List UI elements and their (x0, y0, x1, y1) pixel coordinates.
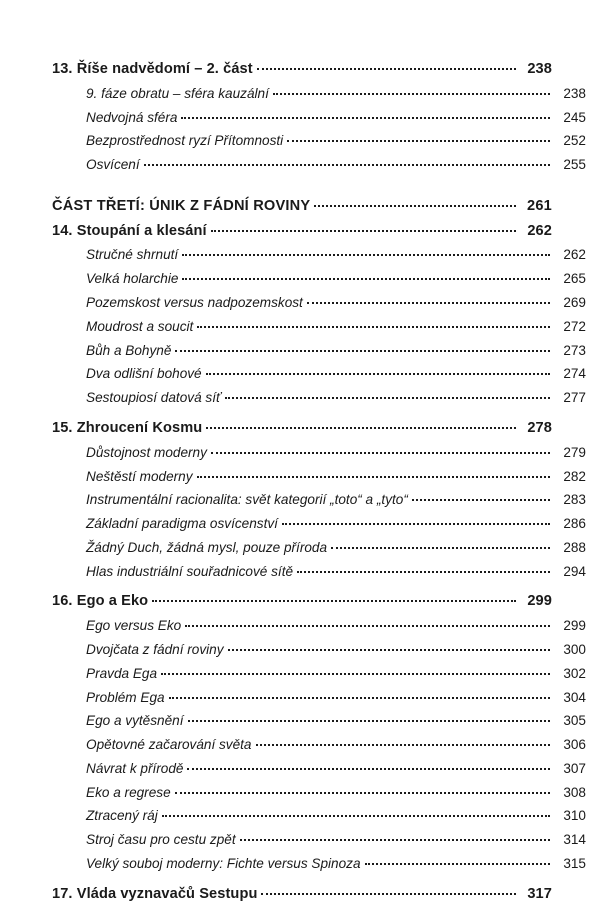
toc-entry-page-number: 305 (563, 713, 586, 729)
toc-leader-dots (187, 767, 550, 770)
toc-entry[interactable] (52, 691, 586, 705)
toc-leader-dots (182, 253, 550, 256)
toc-leader-dots (256, 743, 551, 746)
toc-entry-label: Pozemskost versus nadpozemskost (86, 295, 303, 311)
toc-leader-dots (181, 116, 550, 119)
toc-entry[interactable] (52, 367, 586, 381)
toc-leader-dots (331, 546, 550, 549)
toc-leader-dots (175, 349, 550, 352)
toc-entry-label: Problém Ega (86, 689, 165, 705)
toc-entry-page-number: 306 (563, 737, 586, 753)
toc-entry-label: Bezprostřednost ryzí Přítomnosti (86, 133, 284, 149)
toc-entry[interactable] (52, 594, 552, 609)
toc-entry[interactable] (52, 158, 586, 172)
toc-entry[interactable] (52, 199, 552, 214)
toc-entry-page-number: 299 (563, 618, 586, 634)
toc-entry-label: Sestoupiosí datová síť (86, 390, 221, 406)
toc-entry-page-number: 252 (563, 133, 586, 149)
toc-leader-dots (152, 599, 516, 602)
toc-leader-dots (257, 67, 516, 70)
toc-entry-page-number: 307 (563, 760, 586, 776)
toc-entry-label: ČÁST TŘETÍ: ÚNIK Z FÁDNÍ ROVINY (52, 197, 311, 214)
toc-entry-label: Základní paradigma osvícenství (86, 516, 278, 532)
toc-entry[interactable] (52, 87, 586, 101)
toc-entry[interactable] (52, 809, 586, 823)
toc-leader-dots (161, 672, 550, 675)
toc-leader-dots (282, 522, 550, 525)
toc-entry[interactable] (52, 493, 586, 507)
toc-entry-page-number: 300 (563, 641, 586, 657)
toc-entry-label: 16. Ego a Eko (52, 593, 149, 610)
toc-entry[interactable] (52, 111, 586, 125)
table-of-contents (52, 61, 586, 912)
toc-leader-dots (206, 372, 550, 375)
toc-entry-label: Osvícení (86, 157, 140, 173)
toc-entry-page-number: 282 (563, 468, 586, 484)
toc-leader-dots (162, 814, 550, 817)
toc-entry-label: 15. Zhroucení Kosmu (52, 419, 203, 436)
toc-leader-dots (314, 204, 516, 207)
toc-entry-label: 9. fáze obratu – sféra kauzální (86, 85, 269, 101)
toc-leader-dots (228, 648, 550, 651)
toc-leader-dots (175, 791, 550, 794)
toc-entry[interactable] (52, 517, 586, 531)
toc-leader-dots (273, 92, 550, 95)
toc-leader-dots (188, 719, 551, 722)
toc-entry[interactable] (52, 667, 586, 681)
toc-entry[interactable] (52, 738, 586, 752)
toc-entry[interactable] (52, 62, 552, 77)
toc-entry-page-number: 273 (563, 342, 586, 358)
toc-entry-label: Dvojčata z fádní roviny (86, 641, 224, 657)
toc-entry-label: Nedvojná sféra (86, 109, 178, 125)
toc-entry[interactable] (52, 541, 586, 555)
toc-entry-page-number: 238 (527, 61, 552, 77)
toc-entry-page-number: 255 (563, 157, 586, 173)
toc-entry-page-number: 278 (527, 419, 552, 436)
toc-entry-label: Eko a regrese (86, 784, 171, 800)
toc-entry[interactable] (52, 391, 586, 405)
toc-entry-label: Dva odlišní bohové (86, 366, 202, 382)
toc-entry[interactable] (52, 446, 586, 460)
toc-entry-page-number: 262 (563, 247, 586, 263)
toc-leader-dots (206, 426, 516, 429)
toc-leader-dots (144, 163, 550, 166)
toc-entry-label: 13. Říše nadvědomí – 2. část (52, 61, 253, 77)
toc-leader-dots (211, 229, 516, 232)
toc-entry-label: Ztracený ráj (86, 808, 158, 824)
toc-leader-dots (182, 277, 550, 280)
toc-entry-label: Pravda Ega (86, 665, 158, 681)
toc-entry[interactable] (52, 833, 586, 847)
toc-entry-page-number: 245 (563, 109, 586, 125)
toc-entry-page-number: 304 (563, 689, 586, 705)
toc-leader-dots (225, 396, 550, 399)
toc-entry[interactable] (52, 643, 586, 657)
toc-entry-label: Instrumentální racionalita: svět kategorií „toto“ a „tyto“ (86, 492, 408, 508)
toc-entry-page-number: 294 (563, 563, 586, 579)
toc-entry-label: Stručné shrnutí (86, 247, 179, 263)
toc-entry-page-number: 279 (563, 444, 586, 460)
section-spacer (52, 182, 552, 199)
toc-entry-page-number: 238 (563, 85, 586, 101)
toc-entry-label: Ego versus Eko (86, 618, 182, 634)
toc-entry-label: Hlas industriální souřadnicové sítě (86, 563, 294, 579)
toc-entry[interactable] (52, 762, 586, 776)
toc-leader-dots (261, 892, 516, 895)
toc-leader-dots (365, 862, 550, 865)
toc-entry-label: Bůh a Bohyně (86, 342, 172, 358)
toc-entry[interactable] (52, 224, 552, 239)
toc-entry-label: Opětovné začarování světa (86, 737, 252, 753)
toc-leader-dots (197, 475, 550, 478)
toc-entry-page-number: 288 (563, 539, 586, 555)
toc-entry-label: Velký souboj moderny: Fichte versus Spinoza (86, 856, 361, 871)
toc-leader-dots (211, 451, 550, 454)
toc-entry-page-number: 310 (563, 808, 586, 824)
toc-entry[interactable] (52, 619, 586, 633)
toc-entry-label: Stroj času pro cestu zpět (86, 832, 236, 848)
toc-leader-dots (297, 570, 550, 573)
toc-leader-dots (197, 325, 550, 328)
toc-entry-page-number: 299 (527, 593, 552, 610)
toc-entry-page-number: 265 (563, 271, 586, 287)
toc-leader-dots (240, 838, 550, 841)
toc-leader-dots (412, 498, 550, 501)
toc-entry[interactable] (52, 421, 552, 436)
toc-leader-dots (307, 301, 550, 304)
toc-entry-label: Ego a vytěsnění (86, 713, 184, 729)
toc-entry-page-number: 274 (563, 366, 586, 382)
toc-entry[interactable] (52, 248, 586, 262)
toc-entry-page-number: 302 (563, 665, 586, 681)
toc-leader-dots (287, 139, 550, 142)
toc-entry[interactable] (52, 320, 586, 334)
toc-entry-page-number: 261 (527, 197, 552, 214)
toc-entry-page-number: 272 (563, 318, 586, 334)
toc-entry[interactable] (52, 714, 586, 728)
toc-entry[interactable] (52, 565, 586, 579)
toc-entry[interactable] (52, 786, 586, 800)
toc-entry-label: Neštěstí moderny (86, 468, 193, 484)
toc-entry[interactable] (52, 134, 586, 148)
toc-entry[interactable] (52, 296, 586, 310)
toc-entry-page-number: 277 (563, 390, 586, 406)
toc-entry-label: 17. Vláda vyznavačů Sestupu (52, 885, 258, 902)
toc-entry-label: Moudrost a soucit (86, 318, 194, 334)
toc-entry-page-number: 286 (563, 516, 586, 532)
toc-entry[interactable] (52, 344, 586, 358)
toc-entry[interactable] (52, 857, 586, 871)
toc-entry-page-number: 315 (563, 856, 586, 871)
toc-entry-page-number: 269 (563, 295, 586, 311)
toc-entry-label: 14. Stoupání a klesání (52, 222, 207, 239)
toc-leader-dots (169, 696, 550, 699)
toc-leader-dots (185, 624, 550, 627)
toc-entry-page-number: 262 (527, 222, 552, 239)
toc-entry-page-number: 317 (527, 885, 552, 902)
toc-entry[interactable] (52, 272, 586, 286)
toc-entry[interactable] (52, 470, 586, 484)
toc-entry-page-number: 283 (563, 492, 586, 508)
toc-entry-label: Velká holarchie (86, 271, 179, 287)
toc-entry-label: Důstojnost moderny (86, 444, 207, 460)
toc-entry-label: Žádný Duch, žádná mysl, pouze příroda (86, 539, 328, 555)
toc-entry[interactable] (52, 887, 552, 902)
toc-entry-page-number: 314 (563, 832, 586, 848)
toc-entry-label: Návrat k přírodě (86, 760, 184, 776)
toc-entry-page-number: 308 (563, 784, 586, 800)
